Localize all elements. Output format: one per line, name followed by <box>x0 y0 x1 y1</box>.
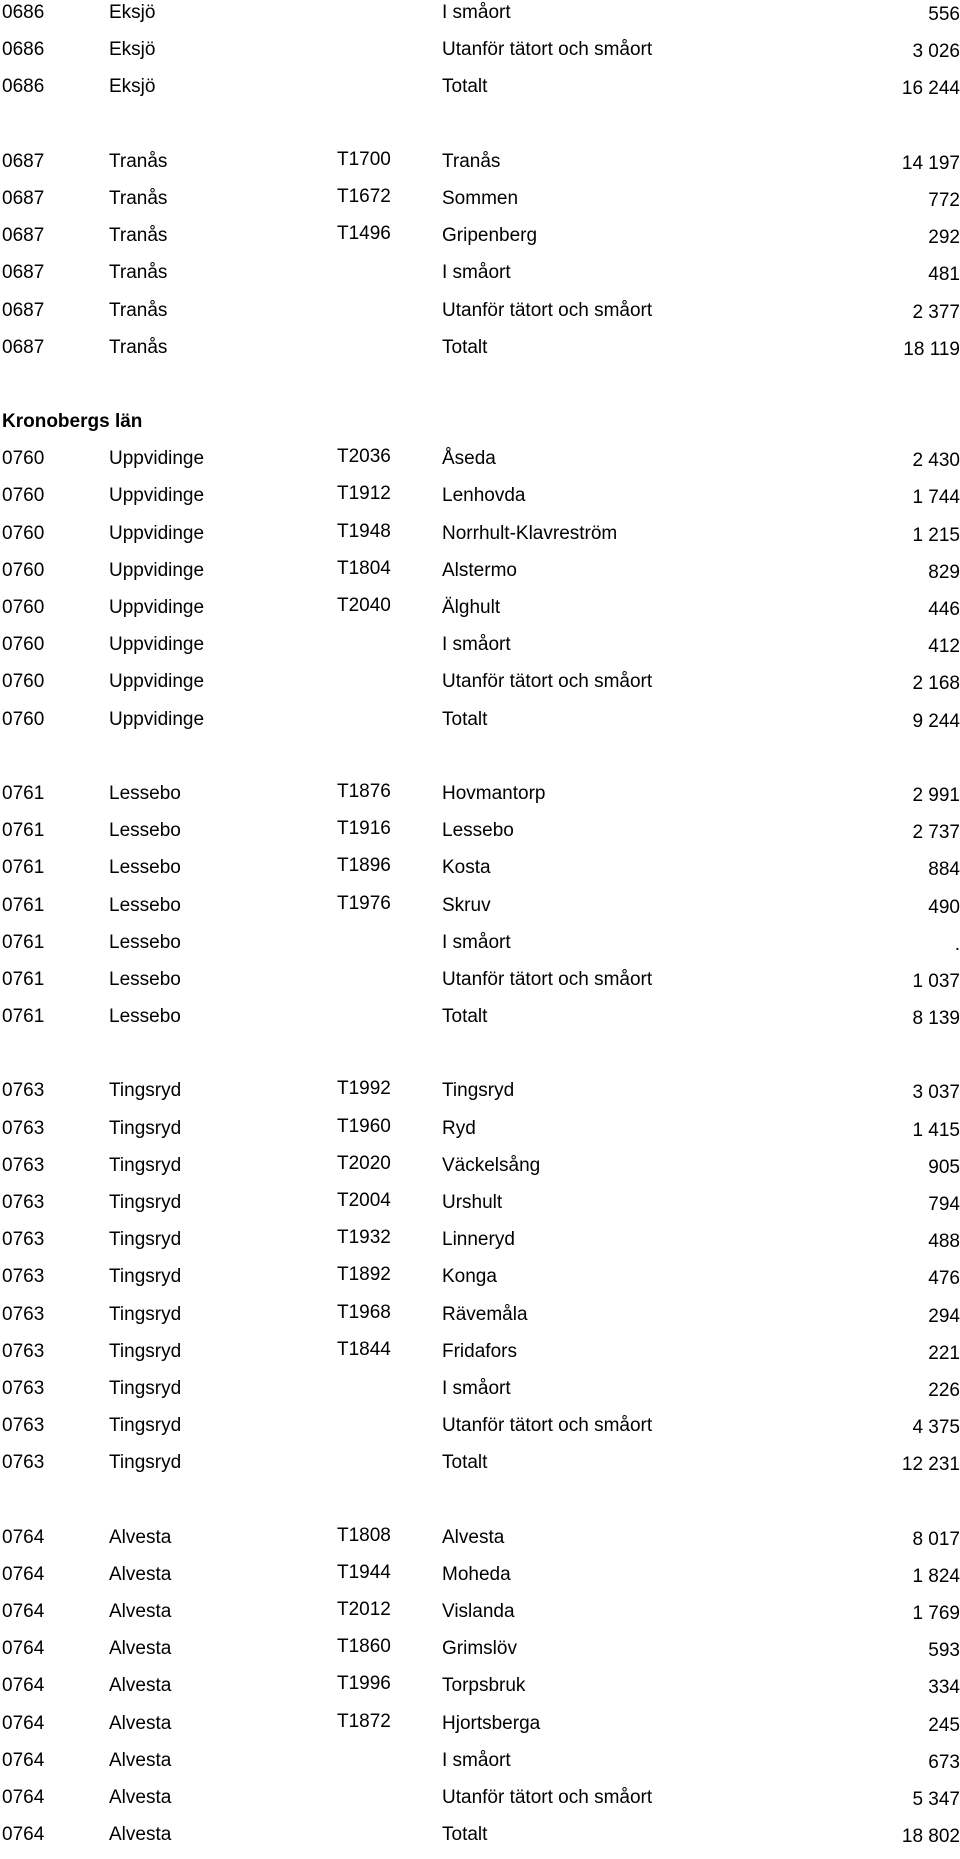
population-value-cell: 18 119 <box>903 338 960 360</box>
municipality-name-cell: Tingsryd <box>109 1377 182 1399</box>
municipality-code-cell: 0764 <box>2 1638 45 1660</box>
population-value-cell: 1 744 <box>912 487 960 509</box>
locality-name-cell: Kosta <box>442 857 491 879</box>
municipality-code-cell: 0763 <box>2 1303 45 1325</box>
table-row <box>0 818 960 855</box>
locality-name-cell: Rävemåla <box>442 1303 528 1325</box>
municipality-name-cell: Alvesta <box>109 1712 172 1734</box>
municipality-name-cell: Lessebo <box>109 782 181 804</box>
locality-name-cell: I småort <box>442 634 511 656</box>
locality-name-cell: Urshult <box>442 1192 503 1213</box>
locality-code-cell: T1992 <box>337 1078 391 1100</box>
locality-code-cell: T2020 <box>337 1152 391 1174</box>
section-spacer <box>0 1488 960 1525</box>
municipality-name-cell: Lessebo <box>109 857 181 879</box>
locality-code-cell: T1804 <box>337 557 391 579</box>
locality-name-cell: Norrhult-Klavreström <box>442 522 618 544</box>
locality-name-cell: Sommen <box>442 187 519 209</box>
municipality-name-cell: Tranås <box>109 187 168 209</box>
table-row <box>0 1376 960 1413</box>
population-value-cell: 488 <box>928 1231 960 1253</box>
population-value-cell: 5 347 <box>912 1789 960 1810</box>
locality-code-cell: T1960 <box>337 1115 391 1137</box>
municipality-code-cell: 0763 <box>2 1266 45 1288</box>
population-value-cell: 292 <box>928 227 960 249</box>
locality-name-cell: Älghult <box>442 597 501 618</box>
municipality-name-cell: Uppvidinge <box>109 485 205 507</box>
table-row <box>0 446 960 483</box>
municipality-code-cell: 0687 <box>2 150 45 172</box>
locality-name-cell: Utanför tätort och småort <box>442 1787 653 1808</box>
population-value-cell: 412 <box>928 636 960 658</box>
locality-name-cell: Tranås <box>442 150 501 172</box>
locality-name-cell: Utanför tätort och småort <box>442 299 653 321</box>
population-value-cell: 905 <box>928 1156 960 1178</box>
locality-code-cell: T1896 <box>337 855 391 877</box>
locality-name-cell: Skruv <box>442 894 491 916</box>
table-row <box>0 1450 960 1487</box>
municipality-name-cell: Tingsryd <box>109 1080 182 1102</box>
locality-name-cell: Gripenberg <box>442 225 538 247</box>
locality-name-cell: Väckelsång <box>442 1154 541 1176</box>
population-value-cell: 2 168 <box>912 673 960 695</box>
population-value-cell: 2 737 <box>912 822 960 844</box>
municipality-code-cell: 0761 <box>2 782 45 804</box>
locality-name-cell: Grimslöv <box>442 1638 517 1660</box>
locality-name-cell: Lenhovda <box>442 485 526 507</box>
table-row <box>0 260 960 297</box>
municipality-code-cell: 0761 <box>2 820 45 842</box>
table-row <box>0 1339 960 1376</box>
table-row <box>0 37 960 74</box>
municipality-code-cell: 0764 <box>2 1749 45 1771</box>
municipality-code-cell: 0763 <box>2 1229 45 1251</box>
table-row <box>0 967 960 1004</box>
table-row <box>0 1822 960 1859</box>
table-row <box>0 1078 960 1115</box>
municipality-code-cell: 0763 <box>2 1154 45 1176</box>
table-row <box>0 558 960 595</box>
municipality-name-cell: Alvesta <box>109 1675 172 1697</box>
population-value-cell: 446 <box>928 599 960 620</box>
table-row <box>0 335 960 372</box>
population-value-cell: 1 215 <box>912 524 960 546</box>
locality-name-cell: Hjortsberga <box>442 1712 541 1734</box>
population-value-cell: 3 037 <box>912 1082 960 1104</box>
municipality-name-cell: Alvesta <box>109 1787 172 1808</box>
table-row <box>0 595 960 632</box>
municipality-name-cell: Uppvidinge <box>109 634 205 656</box>
municipality-name-cell: Eksjö <box>109 76 156 98</box>
population-value-cell: 4 375 <box>912 1417 960 1439</box>
locality-name-cell: I småort <box>442 1377 511 1399</box>
locality-name-cell: Utanför tätort och småort <box>442 968 653 990</box>
population-value-cell: 1 769 <box>912 1603 960 1625</box>
section-spacer <box>0 744 960 781</box>
locality-name-cell: Torpsbruk <box>442 1675 526 1697</box>
table-row <box>0 223 960 260</box>
locality-name-cell: Åseda <box>442 448 496 470</box>
population-value-cell: 18 802 <box>901 1826 960 1848</box>
table-row <box>0 1413 960 1450</box>
population-value-cell: 2 377 <box>912 301 960 323</box>
municipality-code-cell: 0760 <box>2 708 45 730</box>
population-value-cell: 772 <box>928 189 960 211</box>
locality-name-cell: Totalt <box>442 1452 488 1474</box>
population-value-cell: 8 139 <box>912 1008 960 1030</box>
population-value-cell: . <box>954 933 960 955</box>
population-value-cell: 593 <box>928 1640 960 1662</box>
table-row <box>0 1599 960 1636</box>
locality-code-cell: T1916 <box>337 818 391 840</box>
population-value-cell: 8 017 <box>912 1528 960 1550</box>
population-value-cell: 245 <box>928 1714 960 1736</box>
municipality-name-cell: Eksjö <box>109 2 156 23</box>
municipality-name-cell: Alvesta <box>109 1601 172 1623</box>
municipality-code-cell: 0760 <box>2 597 45 618</box>
locality-name-cell: Utanför tätort och småort <box>442 39 653 61</box>
population-value-cell: 1 037 <box>912 970 960 992</box>
municipality-code-cell: 0760 <box>2 634 45 656</box>
municipality-name-cell: Tingsryd <box>109 1415 182 1437</box>
municipality-code-cell: 0763 <box>2 1452 45 1474</box>
municipality-name-cell: Tingsryd <box>109 1117 182 1139</box>
table-row <box>0 930 960 967</box>
population-value-cell: 556 <box>928 4 960 25</box>
municipality-name-cell: Alvesta <box>109 1526 172 1548</box>
municipality-name-cell: Alvesta <box>109 1638 172 1660</box>
section-spacer <box>0 112 960 149</box>
section-spacer <box>0 372 960 409</box>
municipality-name-cell: Tingsryd <box>109 1340 182 1362</box>
locality-code-cell: T1808 <box>337 1524 391 1546</box>
municipality-name-cell: Lessebo <box>109 1006 181 1028</box>
locality-name-cell: Totalt <box>442 708 488 730</box>
municipality-code-cell: 0761 <box>2 931 45 953</box>
municipality-name-cell: Uppvidinge <box>109 597 205 618</box>
locality-name-cell: Lessebo <box>442 820 514 842</box>
municipality-name-cell: Lessebo <box>109 968 181 990</box>
population-value-cell: 476 <box>928 1268 960 1290</box>
municipality-code-cell: 0760 <box>2 448 45 470</box>
municipality-name-cell: Lessebo <box>109 820 181 842</box>
municipality-name-cell: Tranås <box>109 225 168 247</box>
table-row <box>0 186 960 223</box>
table-row <box>0 1711 960 1748</box>
table-row <box>0 1227 960 1264</box>
county-heading <box>0 409 960 446</box>
locality-code-cell: T1968 <box>337 1301 391 1323</box>
municipality-name-cell: Tranås <box>109 262 168 284</box>
population-value-cell: 490 <box>928 896 960 918</box>
locality-name-cell: Totalt <box>442 1824 488 1846</box>
municipality-name-cell: Uppvidinge <box>109 671 205 693</box>
locality-code-cell: T1948 <box>337 520 391 542</box>
population-value-cell: 3 026 <box>912 41 960 63</box>
table-row <box>0 669 960 706</box>
table-row <box>0 1636 960 1673</box>
municipality-code-cell: 0761 <box>2 968 45 990</box>
municipality-name-cell: Tingsryd <box>109 1154 182 1176</box>
municipality-code-cell: 0760 <box>2 485 45 507</box>
locality-name-cell: Linneryd <box>442 1229 515 1251</box>
locality-code-cell: T2012 <box>337 1599 391 1621</box>
municipality-code-cell: 0687 <box>2 336 45 358</box>
table-row <box>0 1004 960 1041</box>
locality-name-cell: Tingsryd <box>442 1080 515 1102</box>
table-row <box>0 1302 960 1339</box>
municipality-code-cell: 0763 <box>2 1117 45 1139</box>
locality-name-cell: Ryd <box>442 1117 476 1139</box>
municipality-code-cell: 0763 <box>2 1415 45 1437</box>
municipality-code-cell: 0764 <box>2 1712 45 1734</box>
locality-name-cell: Utanför tätort och småort <box>442 671 653 693</box>
municipality-name-cell: Tranås <box>109 336 168 358</box>
locality-code-cell: T1892 <box>337 1264 391 1286</box>
municipality-code-cell: 0760 <box>2 559 45 581</box>
municipality-code-cell: 0687 <box>2 225 45 247</box>
municipality-code-cell: 0760 <box>2 671 45 693</box>
locality-name-cell: Konga <box>442 1266 497 1288</box>
locality-name-cell: Hovmantorp <box>442 782 546 804</box>
municipality-name-cell: Uppvidinge <box>109 522 205 544</box>
municipality-code-cell: 0763 <box>2 1192 45 1213</box>
municipality-code-cell: 0761 <box>2 857 45 879</box>
population-value-cell: 334 <box>928 1677 960 1699</box>
population-value-cell: 884 <box>928 859 960 881</box>
table-row <box>0 1748 960 1785</box>
table-row <box>0 1673 960 1710</box>
municipality-name-cell: Eksjö <box>109 39 156 61</box>
table-row <box>0 1785 960 1822</box>
population-value-cell: 794 <box>928 1194 960 1215</box>
municipality-code-cell: 0761 <box>2 894 45 916</box>
municipality-code-cell: 0761 <box>2 1006 45 1028</box>
locality-code-cell: T1844 <box>337 1338 391 1360</box>
municipality-code-cell: 0687 <box>2 262 45 284</box>
table-row <box>0 1264 960 1301</box>
municipality-code-cell: 0687 <box>2 299 45 321</box>
locality-code-cell: T2036 <box>337 446 391 468</box>
locality-code-cell: T1700 <box>337 148 391 170</box>
locality-name-cell: Alstermo <box>442 559 517 581</box>
locality-name-cell: Fridafors <box>442 1340 517 1362</box>
municipality-code-cell: 0686 <box>2 76 45 98</box>
population-value-cell: 673 <box>928 1751 960 1773</box>
municipality-name-cell: Tingsryd <box>109 1452 182 1474</box>
population-value-cell: 14 197 <box>901 152 960 174</box>
locality-name-cell: Totalt <box>442 76 488 98</box>
municipality-name-cell: Tingsryd <box>109 1192 182 1213</box>
municipality-code-cell: 0763 <box>2 1340 45 1362</box>
table-row <box>0 1562 960 1599</box>
population-value-cell: 12 231 <box>901 1454 960 1476</box>
locality-code-cell: T1876 <box>337 780 391 802</box>
municipality-code-cell: 0764 <box>2 1787 45 1808</box>
locality-name-cell: Totalt <box>442 336 488 358</box>
municipality-code-cell: 0687 <box>2 187 45 209</box>
municipality-code-cell: 0686 <box>2 2 45 23</box>
locality-code-cell: T1860 <box>337 1636 391 1658</box>
table-row <box>0 707 960 744</box>
municipality-name-cell: Tingsryd <box>109 1303 182 1325</box>
table-row <box>0 298 960 335</box>
locality-code-cell: T1912 <box>337 483 391 505</box>
municipality-name-cell: Alvesta <box>109 1749 172 1771</box>
locality-name-cell: I småort <box>442 2 511 23</box>
municipality-name-cell: Lessebo <box>109 894 181 916</box>
municipality-name-cell: Uppvidinge <box>109 448 205 470</box>
locality-name-cell: Vislanda <box>442 1601 515 1623</box>
population-value-cell: 16 244 <box>901 78 960 100</box>
locality-code-cell: T1996 <box>337 1673 391 1695</box>
locality-name-cell: I småort <box>442 1749 511 1771</box>
municipality-name-cell: Tingsryd <box>109 1266 182 1288</box>
locality-code-cell: T1872 <box>337 1710 391 1732</box>
municipality-name-cell: Alvesta <box>109 1824 172 1846</box>
population-value-cell: 294 <box>928 1305 960 1327</box>
population-value-cell: 2 991 <box>912 784 960 806</box>
municipality-code-cell: 0764 <box>2 1601 45 1623</box>
municipality-code-cell: 0764 <box>2 1563 45 1585</box>
table-row <box>0 1116 960 1153</box>
table-row <box>0 1525 960 1562</box>
table-row <box>0 483 960 520</box>
locality-code-cell: T1496 <box>337 223 391 245</box>
municipality-name-cell: Uppvidinge <box>109 708 205 730</box>
locality-name-cell: Totalt <box>442 1006 488 1028</box>
population-value-cell: 481 <box>928 264 960 286</box>
population-value-cell: 1 824 <box>912 1565 960 1587</box>
table-row <box>0 521 960 558</box>
municipality-name-cell: Tranås <box>109 299 168 321</box>
county-heading-text: Kronobergs län <box>2 411 143 433</box>
table-row <box>0 0 960 37</box>
locality-code-cell: T1976 <box>337 892 391 914</box>
locality-name-cell: Utanför tätort och småort <box>442 1415 653 1437</box>
locality-code-cell: T2040 <box>337 595 391 616</box>
population-value-cell: 2 430 <box>912 450 960 472</box>
locality-code-cell: T1672 <box>337 185 391 207</box>
municipality-code-cell: 0764 <box>2 1824 45 1846</box>
municipality-code-cell: 0763 <box>2 1377 45 1399</box>
locality-name-cell: I småort <box>442 262 511 284</box>
municipality-code-cell: 0763 <box>2 1080 45 1102</box>
locality-name-cell: Moheda <box>442 1563 511 1585</box>
table-row <box>0 855 960 892</box>
population-value-cell: 1 415 <box>912 1119 960 1141</box>
locality-name-cell: Alvesta <box>442 1526 505 1548</box>
population-value-cell: 221 <box>928 1342 960 1364</box>
municipality-code-cell: 0686 <box>2 39 45 61</box>
table-row <box>0 632 960 669</box>
municipality-name-cell: Uppvidinge <box>109 559 205 581</box>
municipality-code-cell: 0764 <box>2 1526 45 1548</box>
table-row <box>0 781 960 818</box>
table-row <box>0 149 960 186</box>
locality-name-cell: I småort <box>442 931 511 953</box>
municipality-code-cell: 0764 <box>2 1675 45 1697</box>
municipality-name-cell: Lessebo <box>109 931 181 953</box>
municipality-name-cell: Alvesta <box>109 1563 172 1585</box>
table-row <box>0 893 960 930</box>
locality-code-cell: T1944 <box>337 1561 391 1583</box>
population-value-cell: 226 <box>928 1379 960 1401</box>
section-spacer <box>0 1041 960 1078</box>
table-row <box>0 1153 960 1190</box>
table-row <box>0 1190 960 1227</box>
population-value-cell: 9 244 <box>912 710 960 732</box>
table-row <box>0 74 960 111</box>
locality-code-cell: T2004 <box>337 1190 391 1211</box>
municipality-code-cell: 0760 <box>2 522 45 544</box>
locality-code-cell: T1932 <box>337 1227 391 1249</box>
municipality-name-cell: Tranås <box>109 150 168 172</box>
population-value-cell: 829 <box>928 561 960 583</box>
municipality-name-cell: Tingsryd <box>109 1229 182 1251</box>
